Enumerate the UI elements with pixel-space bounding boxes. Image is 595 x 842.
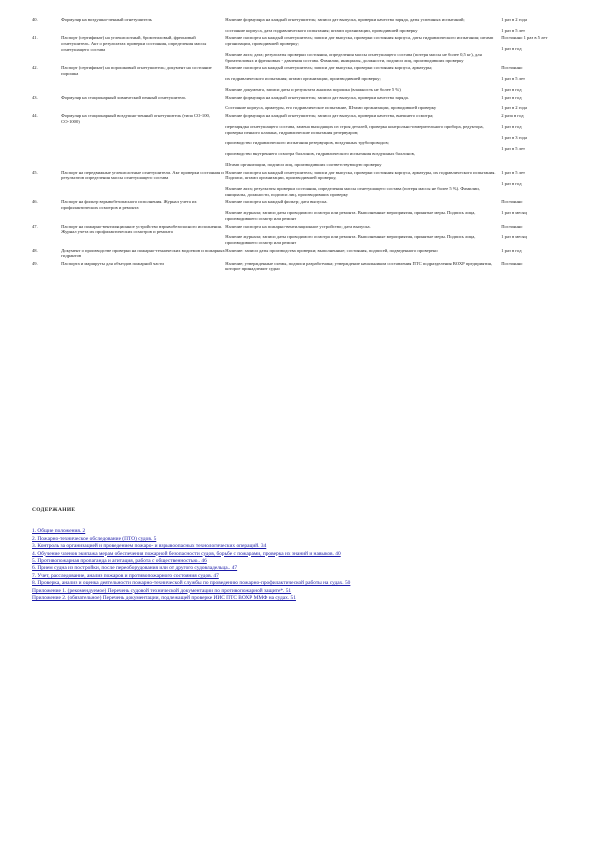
row-spacer: [32, 272, 562, 274]
row-number: 42.: [32, 65, 38, 71]
document-name: Паспорт (сертификат) на углекислотный, бромэтиловый, фреоновый огнетушитель. Акт о результатах проверки состояния, определения массы огнетушащего состава: [61, 35, 207, 52]
action-period: 1 раз в месяц: [501, 210, 527, 216]
table-row: [32, 35, 562, 63]
table-row: [32, 95, 562, 111]
table-row: [32, 261, 562, 272]
toc-link[interactable]: 4. Обучение членов экипажа мерам обеспечения пожарной безопасности судов, борьбе с пожарами, проверка их знаний и навыков. 40: [32, 550, 341, 557]
action-text: Наличие акта; дата; результаты проверки состояния, определения массы огнетушащего состава (потеря массы не более 0,5 кг), для бромэтиловых и фреоновых - давления состава. Фамилии, инициалы, должности, подписи лиц, производивших проверку: [225, 51, 482, 63]
row-number: 45.: [32, 169, 38, 175]
check-periods: [501, 170, 562, 198]
check-actions: [225, 35, 501, 63]
table-row: [32, 224, 562, 246]
check-periods: [501, 35, 562, 63]
action-text: Наличие: записи даты производства проверки; выполненные; состояния, подписей, подведенного проверено: [225, 247, 438, 253]
action-period: 1 раз в год: [501, 247, 522, 253]
action-period: Постоянно: [501, 65, 523, 71]
action-text: Наличие паспорта на каждый огнетушитель; записи дат выпуска, проверки состояния корпуса, арматуры, их гидравлического испытания. Подписи, штамп организации, производившей проверку,: [225, 169, 496, 181]
action-text: Наличие формуляра на каждый огнетушитель; записи дат выпуска, проверки качества, внешнего осмотра;: [225, 113, 434, 119]
action-period: 1 раз в год: [501, 123, 522, 129]
table-row: [32, 170, 562, 198]
toc-link[interactable]: 2. Пожарно-техническое обследование (ПТО) судов. 5: [32, 535, 157, 542]
row-number: 49.: [32, 260, 38, 266]
document-name: Формуляр на воздушно-пенный огнетушитель: [61, 17, 152, 22]
row-number: 40.: [32, 17, 38, 22]
action-text: производство внутреннего осмотра баллонов, гидравлического испытания воздушных баллонов,: [225, 151, 415, 157]
check-actions: [225, 95, 501, 111]
row-spacer-cell: [32, 272, 562, 274]
toc-list: [32, 528, 562, 602]
row-number: 41.: [32, 35, 38, 41]
action-period: 1 раз в 2 года: [501, 17, 528, 22]
check-actions: [225, 17, 501, 33]
table-row: [32, 17, 562, 33]
action-text: Наличие журнала; записи даты проводимого осмотра или ремонта. Выполненные мероприятия, принятые меры. Подпись лица, производившего осмотр или ремонт: [225, 210, 476, 221]
check-actions: [225, 113, 501, 168]
check-actions: [225, 261, 501, 272]
action-period: 1 раз в 5 лет: [501, 145, 526, 151]
toc-link[interactable]: 1. Общие положения. 2: [32, 528, 86, 535]
action-text: перезарядка огнетушащего состава, замена выходящих из строя деталей, проверка контрольно-измерительного прибора, редуктора, проверка пенного клапана, гидравлические испытания резервуаров;: [225, 123, 484, 135]
action-period: 2 раза в год: [501, 113, 524, 119]
action-text: Наличие паспорта на каждый фильтр; дата выпуска.: [225, 199, 328, 205]
action-period: 1 раз в 5 лет: [501, 169, 526, 175]
action-period: 1 раз в 2 года: [501, 105, 528, 111]
action-text: состояние корпуса, дата гидравлического испытания; штамп организации, проводившей проверку: [225, 27, 418, 33]
check-periods: [501, 17, 562, 33]
action-period: Постоянно 1 раз в 5 лет: [501, 35, 548, 41]
document-name: Формуляр на стационарный воздушно-пенный огнетушитель (типа СО-100, СО-1000): [61, 113, 210, 124]
check-actions: [225, 199, 501, 221]
check-periods: [501, 95, 562, 111]
table-row: [32, 113, 562, 168]
action-text: Наличие паспорта на каждый огнетушитель; записи дат выпуска, проверки состояния корпуса, арматуры;: [225, 65, 433, 71]
row-number: 47.: [32, 223, 38, 229]
check-periods: [501, 224, 562, 246]
row-number: 46.: [32, 199, 38, 205]
row-number: 43.: [32, 94, 38, 100]
document-name: Документ о производстве проверки на пожарно-технических водоемов и пожарных гидрантов: [61, 247, 225, 259]
toc-link[interactable]: 5. Противопожарная пропаганда и агитация, работа с общественностью.. 46: [32, 558, 207, 565]
row-number: 48.: [32, 247, 38, 253]
action-text: Наличие формуляра на каждый огнетушитель; записи дат выпуска, проверки качества заряда.: [225, 94, 409, 100]
action-period: 1 раз в год: [501, 180, 522, 186]
document-name: Паспорта и маршруты для объездов пожарной части: [61, 260, 164, 266]
action-period: 1 раз в 5 лет: [501, 27, 526, 33]
toc-link[interactable]: Приложение 1. (рекомендуемое) Перечень судовой технической документации по противопожарной защите*. 51: [32, 587, 292, 594]
table-row: [32, 199, 562, 221]
action-period: Постоянно: [501, 199, 523, 205]
toc-link[interactable]: 7. Учет, расследование, анализ пожаров и противопожарного состояния судов. 47: [32, 572, 219, 579]
document-name: Формуляр на стационарный химический пенный огнетушитель: [61, 94, 186, 100]
action-text: их гидравлического испытания; штамп организации, производившей проверку;: [225, 76, 381, 82]
check-periods: [501, 199, 562, 221]
check-actions: [225, 248, 501, 259]
check-periods: [501, 65, 562, 92]
toc-link[interactable]: 8. Проверка, анализ и оценка деятельности пожарно-технической службы по проведению пожарно-профилактической работы на судах. 50: [32, 580, 351, 587]
action-period: 1 раз в 3 года: [501, 134, 528, 140]
action-text: Наличие журнала; записи даты проводимого осмотра или ремонта. Выполненные мероприятия, принятые меры. Подпись лица, производившего осмотр или ремонт: [225, 234, 476, 245]
check-periods: [501, 248, 562, 259]
document-name: Паспорт (сертификат) на порошковый огнетушитель; документ на состояние порошка: [61, 65, 212, 76]
action-text: Наличие документа, записи даты и результата анализа порошка (влажность не более 5 %): [225, 86, 401, 92]
action-text: производство гидравлического испытания резервуаров, воздушных трубопроводов;: [225, 140, 389, 146]
action-text: Наличие; утвержденные схемы, подписи разработчика; утверждение начальником составления ПТС подразделения ВОХР предприятия, которое принадлежит судно: [225, 260, 492, 272]
document-name: Паспорт на фильтр взрывобезопасного исполнения. Журнал учета их профилактических осмотров и ремонта: [61, 199, 197, 211]
toc-link[interactable]: 3. Контроль за организацией и проведением пожаро- и взрывоопасных технологических операций. 34: [32, 543, 267, 550]
action-period: 1 раз в 5 лет: [501, 76, 526, 82]
toc-link[interactable]: Приложение 2. (обязательное) Перечень документации, подлежащей проверке ИИС ПТС ВОХР ММФ на судах. 51: [32, 595, 296, 602]
table-row: [32, 65, 562, 92]
action-text: Наличие паспорта на каждый огнетушитель; записи дат выпуска, проверки состояния корпуса, даты гидравлического испытания; штамп организации, проводившей проверку;: [225, 35, 494, 47]
toc-title: СОДЕРЖАНИЕ: [32, 507, 76, 513]
check-actions: [225, 224, 501, 246]
document-name: Паспорт на пожарно-вентиляционное устройство взрывобезопасного исполнения. Журнал учета их профилактических осмотров и ремонта: [61, 223, 222, 235]
action-period: 1 раз в год: [501, 86, 522, 92]
check-periods: [501, 261, 562, 272]
action-period: 1 раз в год: [501, 46, 522, 52]
check-periods: [501, 113, 562, 168]
check-actions: [225, 65, 501, 92]
action-period: Постоянно: [501, 260, 523, 266]
action-text: Наличие паспорта на пожарно-вентиляционное устройство; дата выпуска.: [225, 223, 371, 229]
toc-link[interactable]: 6. Прием судна из постройки, после переоборудования или от другого судовладельца.. 47: [32, 565, 238, 572]
action-period: Постоянно: [501, 223, 523, 229]
action-text: Наличие формуляра на каждый огнетушитель; записи дат выпуска, проверки качества заряда, даты успешных испытаний;: [225, 17, 465, 22]
requirements-table: [32, 17, 562, 274]
action-text: Наличие акта; результаты проверки состояния, определения массы огнетушащего состава (потеря массы не более 5 %). Фамилии, инициалы, должности, подписи лиц, производивших проверку: [225, 186, 480, 197]
check-actions: [225, 170, 501, 198]
table-row: [32, 248, 562, 259]
table-of-contents: [32, 507, 562, 602]
action-period: 1 раз в год: [501, 94, 522, 100]
row-number: 44.: [32, 113, 38, 119]
document-name: Паспорт на передвижные углекислотные огнетушители. Акт проверки состояния и результатов определения массы огнетушащего состава: [61, 169, 224, 181]
action-period: 1 раз в месяц: [501, 234, 527, 240]
action-text: Состояние корпуса, арматуры, его гидравлическое испытание, Штамп организации, проводившей проверку: [225, 105, 437, 111]
action-text: Штамп организации, подписи лиц, производивших соответствующую проверку: [225, 162, 382, 168]
